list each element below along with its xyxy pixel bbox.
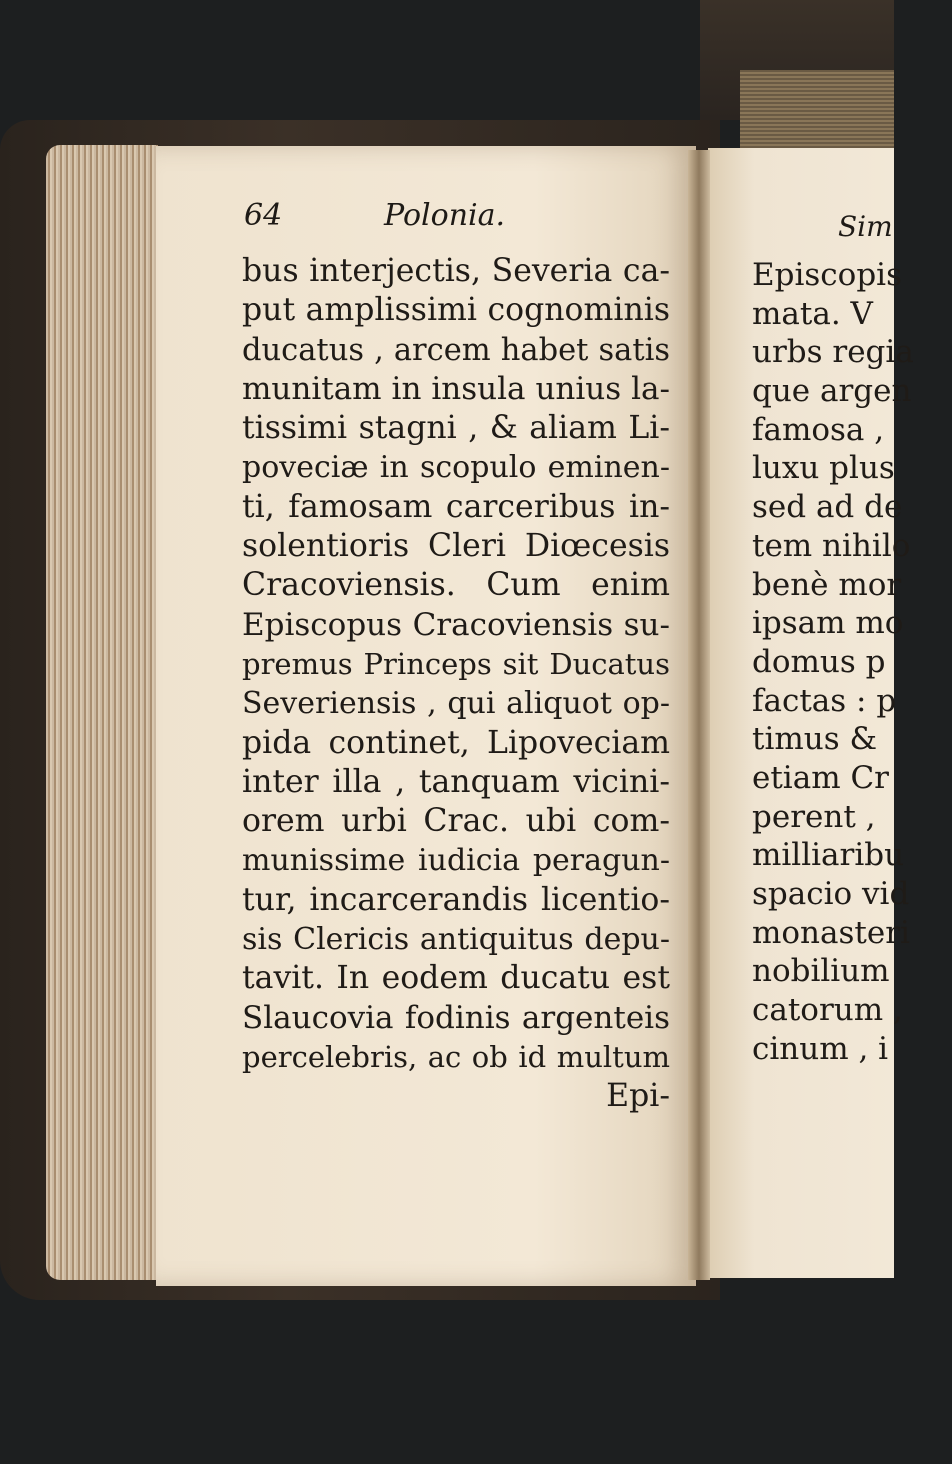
text-line: urbs regia <box>752 334 914 371</box>
text-line: bus interjectis, Severia ca- <box>242 253 670 289</box>
text-line: catorum , <box>752 992 903 1029</box>
text-line: monasteri <box>752 914 910 951</box>
text-line: cinum , i <box>752 1030 889 1067</box>
page-edges-top <box>740 70 894 160</box>
text-line: tavit. In eodem ducatu est <box>242 960 670 997</box>
text-line: domus p <box>752 643 886 680</box>
text-line: tem nihilo <box>752 527 911 564</box>
text-line: milliaribu <box>752 837 905 874</box>
text-line: Severiensis , qui aliquot op- <box>242 686 670 722</box>
text-line: orem urbi Crac. ubi com- <box>242 803 670 840</box>
text-line: benè mor <box>752 566 902 603</box>
text-line: mata. V <box>752 295 873 332</box>
text-line: Cracoviensis. Cum enim <box>242 567 670 604</box>
right-running-head: Sim <box>838 210 893 243</box>
right-page-clip <box>708 148 914 1278</box>
text-line: luxu plus <box>752 450 895 487</box>
text-line: perent , <box>752 798 876 835</box>
left-page-text <box>242 252 670 1117</box>
text-line: munitam in insula unius la- <box>242 370 670 407</box>
catchword: Epi- <box>606 1078 670 1115</box>
text-line: percelebris, ac ob id multum <box>242 1039 670 1074</box>
text-line: que argen <box>752 373 912 410</box>
page-number: 64 <box>244 198 283 233</box>
text-line: sis Clericis antiquitus depu- <box>242 922 670 958</box>
text-line: put amplissimi cognominis <box>242 292 670 329</box>
text-line: solentioris Cleri Diœcesis <box>242 528 670 565</box>
text-line: Episcopis <box>752 257 902 293</box>
text-line: ti, famosam carceribus in- <box>242 488 670 525</box>
text-line: premus Princeps sit Ducatus <box>242 646 670 681</box>
page-edges-left <box>46 145 158 1280</box>
text-line: nobilium <box>752 953 890 990</box>
book-gutter <box>688 150 710 1280</box>
text-line: munissime iudicia peragun- <box>242 843 670 879</box>
text-line: Episcopus Cracoviensis su- <box>242 606 670 643</box>
text-line: ipsam mo <box>752 605 904 642</box>
text-line: famosa , <box>752 411 885 448</box>
text-line: pida continet, Lipoveciam <box>242 724 670 761</box>
text-line: tissimi stagni , & aliam Li- <box>242 410 670 447</box>
text-line: Slaucovia fodinis argenteis <box>242 999 670 1036</box>
text-line: timus & <box>752 721 878 758</box>
text-line: poveciæ in scopulo eminen- <box>242 450 670 486</box>
right-page-text <box>752 256 952 1068</box>
text-line: factas : p <box>752 682 897 719</box>
left-running-head <box>244 198 674 242</box>
text-line: ducatus , arcem habet satis <box>242 332 670 368</box>
text-line: etiam Cr <box>752 759 889 796</box>
text-line: tur, incarcerandis licentio- <box>242 881 670 918</box>
text-line: inter illa , tanquam vicini- <box>242 763 670 800</box>
running-head-title: Polonia. <box>384 198 506 233</box>
text-line: spacio vid <box>752 876 910 912</box>
text-line: sed ad de <box>752 489 903 526</box>
